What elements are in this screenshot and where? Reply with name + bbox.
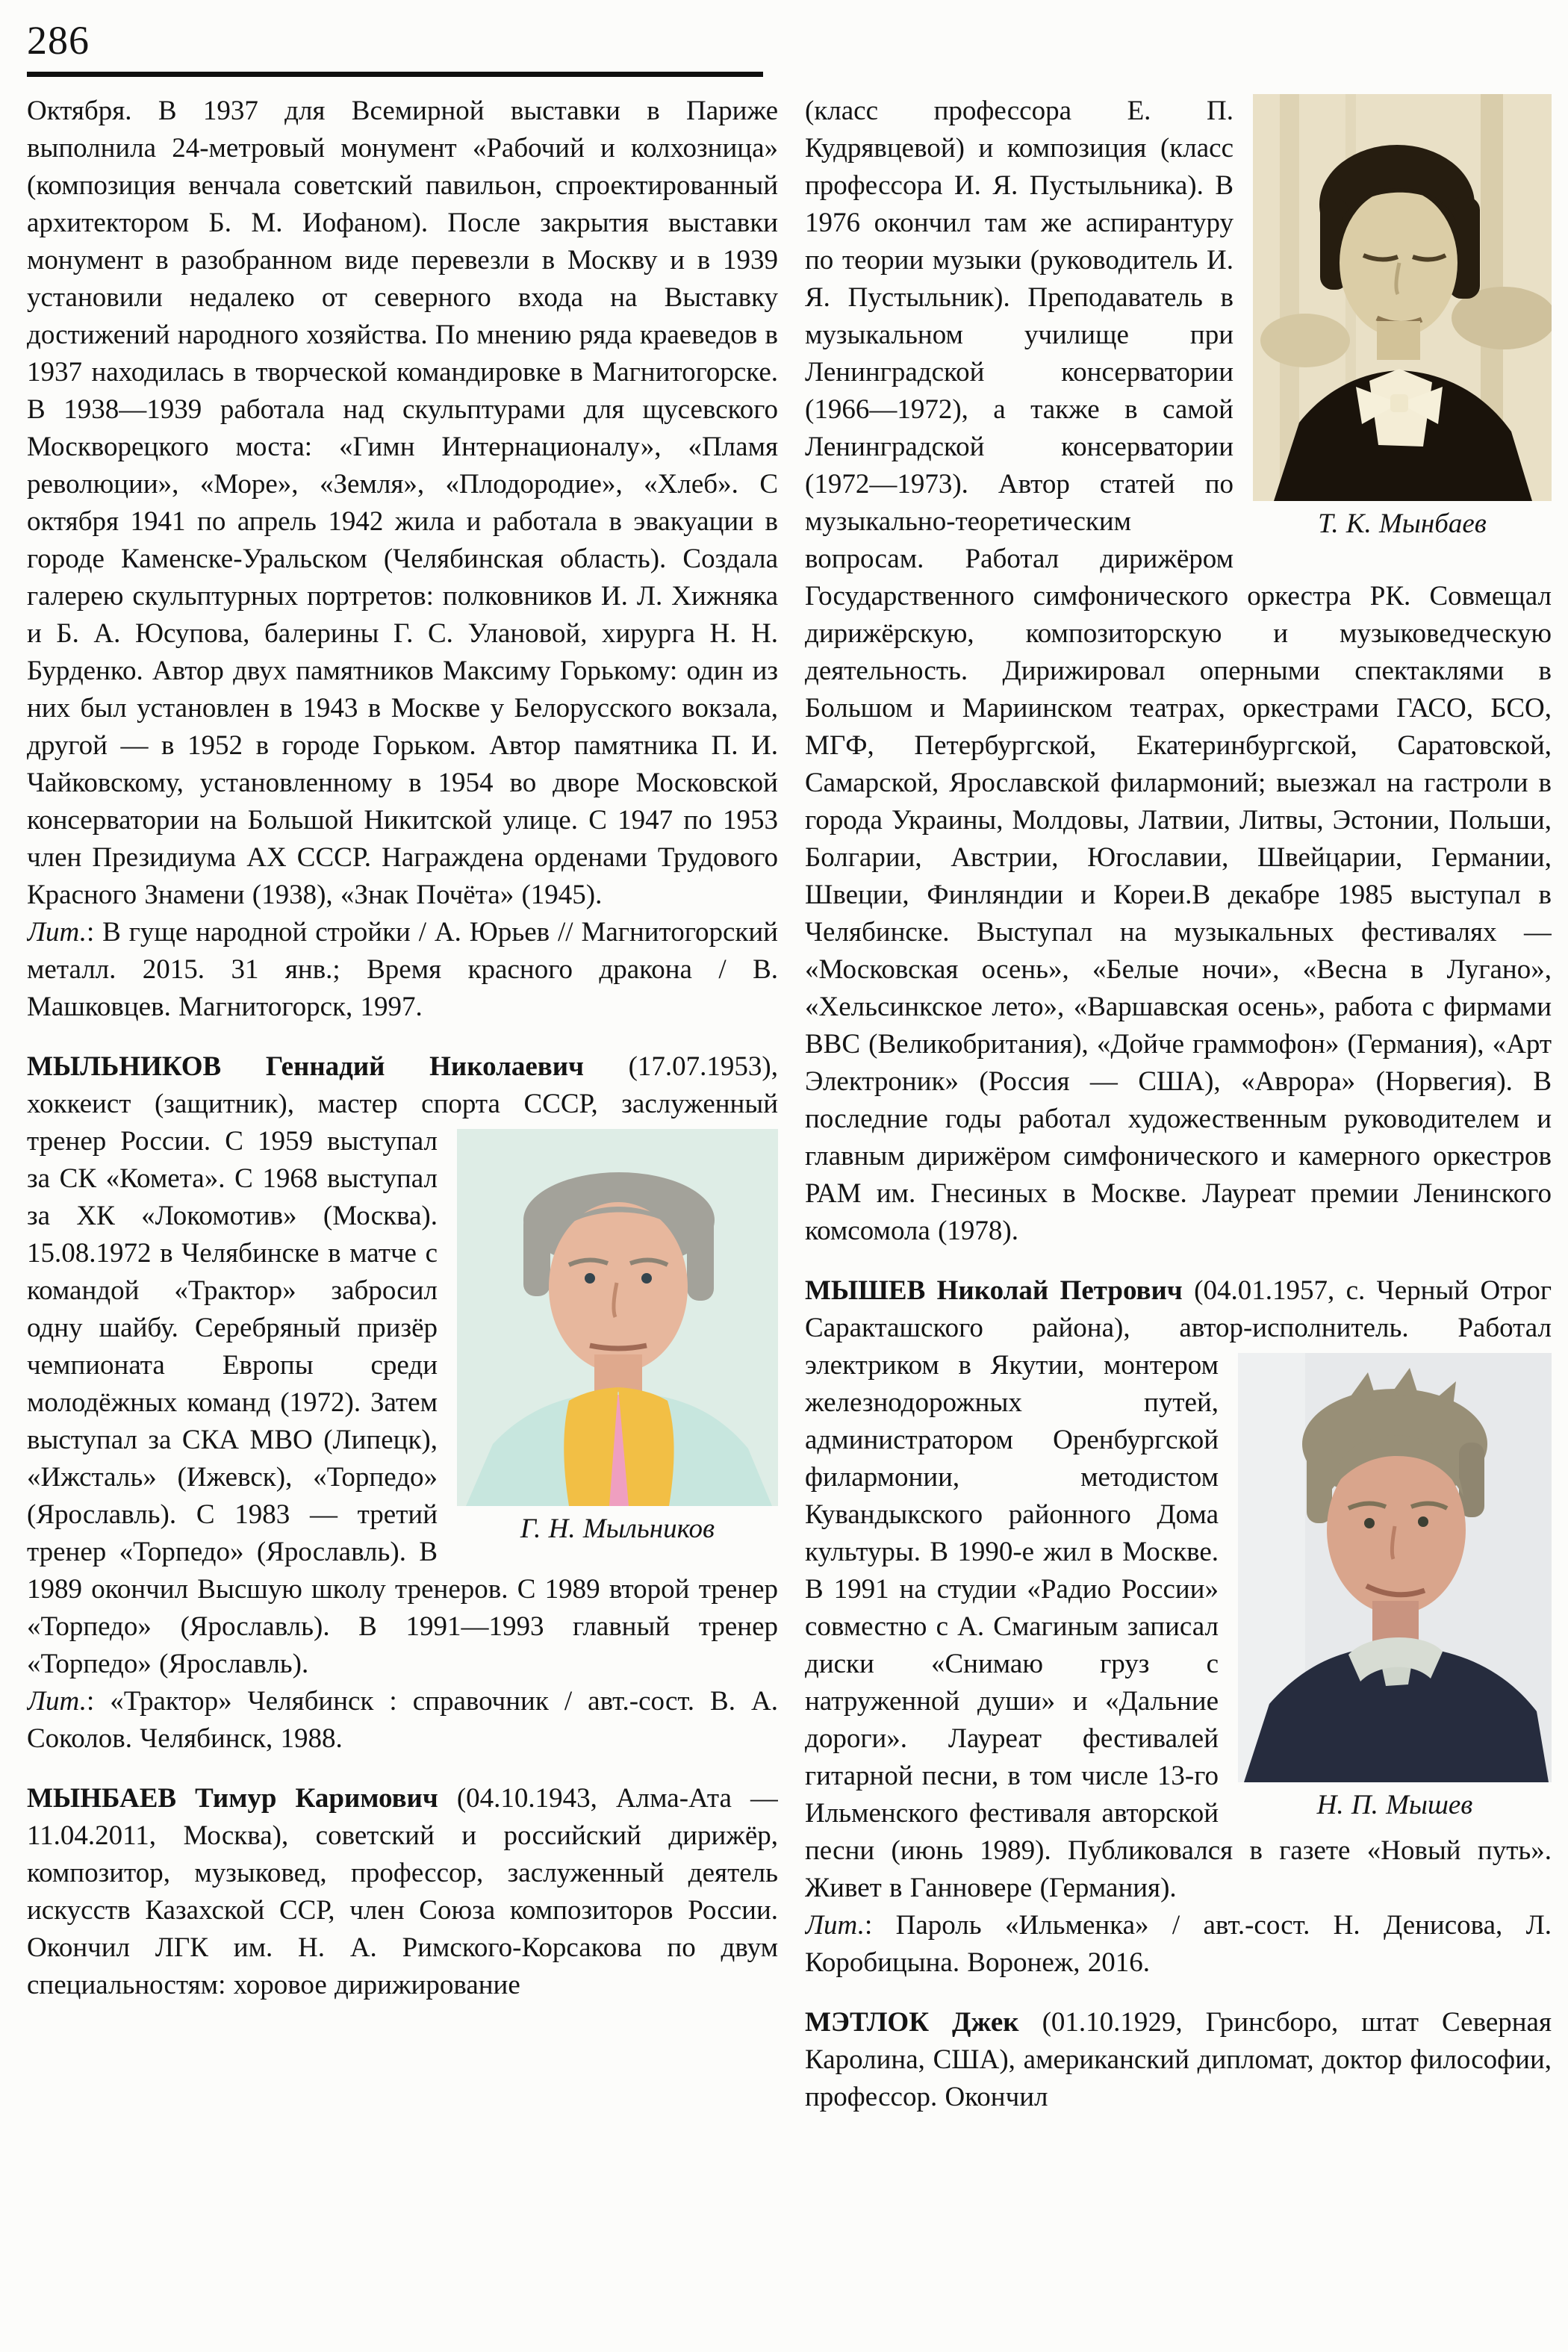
lit-text: : Пароль «Ильменка» / авт.-сост. Н. Денисова, Л. Коробицына. Воронеж, 2016. [805,1910,1552,1978]
page-number: 286 [27,18,90,63]
header-rule [27,72,763,77]
portrait-photo-mynbaev [1253,94,1552,501]
mynbaev-text-beside-photo: (класс профессора Е. П. Кудрявцевой) и композиция (класс профессора И. Я. Пустыльника). В 1976 окончил там же аспирантуру по теории музыки (руководитель И. Я. Пустыльник). Преподаватель в музыкальном училище при Ленинградской консерватории (1966—1972), а также в самой Ленинградской консерватории (1972—1973). [805,96,1233,500]
article-mynbaev-start [27,1780,778,2004]
lit-entry-mylnikov [27,1683,778,1758]
lit-label: Лит. [27,917,87,948]
article-term: МЭТЛОК Джек [805,2007,1019,2038]
article-myshev [805,1272,1552,1907]
article-text: (01.10.1929, Гринсборо, штат Северная Каролина, США), американский дипломат, доктор философии, профессор. Окончил [805,2007,1552,2112]
lit-label: Лит. [805,1910,865,1941]
article-text-body: СССР, заслуженный тренер России. С 1959 выступал за СК «Комета». С 1968 выступал за ХК «Локомотив» (Москва). 15.08.1972 в Челябинске в матче с командой «Трактор» забросил одну шайбу. Серебряный призёр чемпионата Европы среди молодёжных команд (1972). Затем выступал за СКА МВО (Липецк), «Ижсталь» (Ижевск), «Торпедо» (Ярославль). С 1983 — третий тренер «Торпедо» (Ярославль). В 1989 окончил Высшую школу тренеров. С 1989 второй тренер «Торпедо» (Ярославль). В 1991—1993 главный тренер «Торпедо» (Ярославль). [27,1089,778,1679]
right-column [805,93,1552,2336]
article-mylnikov [27,1048,778,1683]
article-text: (04.10.1943, Алма-Ата — 11.04.2011, Москва), советский и российский дирижёр, композитор, музыковед, профессор, заслуженный деятель искусств Казахской ССР, член Союза композиторов России. Окончил ЛГК им. Н. А. Римского-Корсакова по двум специальностям: хоровое дирижирование [27,1783,778,2000]
mylnikov-figure [457,1129,778,1546]
article-text-intro: (04.01.1957, с. Черный Отрог Саракташского района), автор-исполнитель. [805,1275,1552,1343]
continuation-paragraph [27,93,778,914]
portrait-photo-mylnikov [457,1129,778,1506]
photo-caption-mylnikov: Г. Н. Мыльников [520,1513,715,1544]
article-term: МЫНБАЕВ Тимур Каримович [27,1783,438,1814]
lit-label: Лит. [27,1686,87,1717]
myshev-figure [1238,1353,1552,1823]
lit-text: : «Трактор» Челябинск : справочник / авт.-сост. В. А. Соколов. Челябинск, 1988. [27,1686,778,1754]
mynbaev-continuation-paragraph [805,93,1552,1250]
portrait-photo-myshev [1238,1353,1552,1782]
article-text-body: Работал электриком в Якутии, монтером железнодорожных путей, администратором Оренбургской филармонии, методистом Кувандыкского районного Дома культуры. В 1990-е жил в Москве. В 1991 на студии «Радио России» совместно с А. Смагиным записал диски «Снимаю груз с натруженной души» и «Дальние дороги». Лауреат фестивалей гитарной песни, в том числе 13-го Ильменского фестиваля авторской песни (июнь 1989). Публиковался в газете «Новый путь». Живет в Ганновере (Германия). [805,1313,1552,1903]
article-matlock [805,2004,1552,2116]
article-text-intro: (17.07.1953), хоккеист (защитник), мастер спорта [27,1051,778,1119]
left-column [27,93,778,2336]
photo-caption-myshev: Н. П. Мышев [1316,1790,1473,1820]
photo-caption-mynbaev: Т. К. Мынбаев [1318,508,1487,539]
article-term: МЫЛЬНИКОВ Геннадий Николаевич [27,1051,584,1082]
mynbaev-text-rest: Автор статей по музыкально-теоретическим вопросам. Работал дирижёром Государственного симфонического оркестра РК. Совмещал дирижёрскую, композиторскую и музыковедческую деятельность. Дирижировал оперными спектаклями в Большом и Мариинском театрах, оркестрами ГАСО, БСО, МГФ, Петербургской, Екатеринбургской, Саратовской, Самарской, Ярославской филармоний; выезжал на гастроли в города Украины, Молдовы, Латвии, Литвы, Эстонии, Польши, Болгарии, Австрии, Югославии, Швейцарии, Германии, Швеции, Финляндии и Кореи.В декабре 1985 выступал в Челябинске. Выступал на музыкальных фестивалях — «Московская осень», «Белые ночи», «Весна в Лугано», «Хельсинкское лето», «Варшавская осень», работа с фирмами BBC (Великобритания), «Дойче граммофон» (Германия), «Арт Электроник» (Россия — США), «Аврора» (Норвегия). В последние годы работал художественным руководителем и главным дирижёром симфонического и камерного оркестров РАМ им. Гнесиных в Москве. Лауреат премии Ленинского комсомола (1978). [805,469,1552,1246]
lit-entry-myshev [805,1907,1552,1982]
lit-entry-first [27,914,778,1026]
article-term: МЫШЕВ Николай Петрович [805,1275,1183,1306]
mynbaev-figure [1253,94,1552,541]
lit-text: : В гуще народной стройки / А. Юрьев // Магнитогорский металл. 2015. 31 янв.; Время красного дракона / В. Машковцев. Магнитогорск, 1997. [27,917,778,1022]
continuation-text: Октября. В 1937 для Всемирной выставки в Париже выполнила 24-метровый монумент «Рабочий и колхозница» (композиция венчала советский павильон, спроектированный архитектором Б. М. Иофаном). После закрытия выставки монумент в разобранном виде перевезли в Москву и в 1939 установили недалеко от северного входа на Выставку достижений народного хозяйства. По мнению ряда краеведов в 1937 находилась в творческой командировке в Магнитогорске. В 1938—1939 работала над скульптурами для щусевского Москворецкого моста: «Гимн Интернационалу», «Пламя революции», «Море», «Земля», «Плодородие», «Хлеб». С октября 1941 по апрель 1942 жила и работала в эвакуации в городе Каменске-Уральском (Челябинская область). Создала галерею скульптурных портретов: полковников И. Л. Хижняка и Б. А. Юсупова, балерины Г. С. Улановой, хирурга Н. Н. Бурденко. Автор двух памятников Максиму Горькому: один из них был установлен в 1943 в Москве у Белорусского вокзала, другой — в 1952 в городе Горьком. Автор памятника П. И. Чайковскому, установленному в 1954 во дворе Московской консерватории на Большой Никитской улице. С 1947 по 1953 член Президиума АХ СССР. Награждена орденами Трудового Красного Знамени (1938), «Знак Почёта» (1945). [27,96,778,910]
